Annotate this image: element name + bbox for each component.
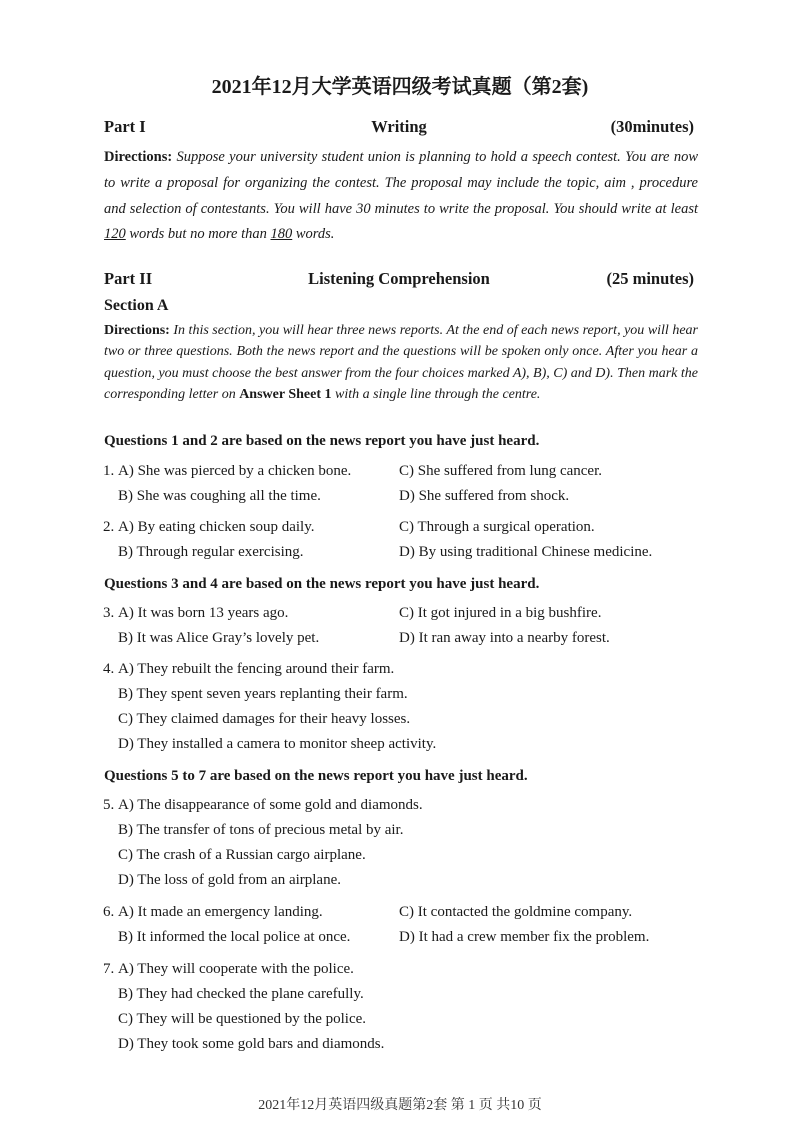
q7-option-b: B) They had checked the plane carefully. [118, 986, 364, 1002]
question-number-5: 5. [103, 797, 115, 813]
question-number-4: 4. [103, 661, 115, 677]
section-a-label: Section A [104, 297, 169, 314]
part1-directions-text-c: words. [292, 226, 335, 243]
part1-header [104, 117, 694, 139]
part2-header [104, 269, 694, 291]
question-number-2: 2. [103, 519, 115, 535]
part2-directions [104, 320, 698, 405]
q5-option-a: A) The disappearance of some gold and diamonds. [118, 797, 423, 813]
part2-label: Part II [104, 269, 153, 288]
group-heading-2: Questions 3 and 4 are based on the news report you have just heard. [104, 576, 540, 592]
q4-option-b: B) They spent seven years replanting their farm. [118, 686, 408, 702]
part2-directions-text-a: In this section, you will hear three news reports. At the end of each news report, you will hear two or three questions. Both the news report and the questions will be spoken only once. After you hear a question, you must choose the best answer from the four choices marked A), B), C) and D). Then mark the corresponding letter on [104, 323, 699, 402]
part1-directions [104, 145, 698, 248]
part2-directions-text-b: with a single line through the centre. [331, 386, 541, 402]
min-words: 120 [104, 226, 126, 243]
q4-option-a: A) They rebuilt the fencing around their farm. [118, 661, 395, 677]
part1-label: Part I [104, 117, 146, 136]
q2-option-a: A) By eating chicken soup daily. [118, 519, 315, 535]
question-number-3: 3. [103, 605, 115, 621]
part1-name: Writing [371, 117, 427, 136]
q6-option-d: D) It had a crew member fix the problem. [399, 929, 650, 945]
q7-option-d: D) They took some gold bars and diamonds. [118, 1036, 385, 1052]
q2-option-c: C) Through a surgical operation. [399, 519, 595, 535]
max-words: 180 [270, 226, 293, 243]
part2-directions-label: Directions: [104, 323, 170, 338]
q7-option-c: C) They will be questioned by the police. [118, 1011, 367, 1027]
q4-option-d: D) They installed a camera to monitor sheep activity. [118, 736, 437, 752]
q3-option-c: C) It got injured in a big bushfire. [399, 605, 602, 621]
question-number-7: 7. [103, 961, 115, 977]
q1-option-d: D) She suffered from shock. [399, 488, 570, 504]
q3-option-d: D) It ran away into a nearby forest. [399, 630, 610, 646]
q4-option-c: C) They claimed damages for their heavy losses. [118, 711, 411, 727]
part1-time: (30minutes) [610, 117, 694, 136]
page-footer: 2021年12月英语四级真题第2套 第 1 页 共10 页 [258, 1098, 542, 1113]
q3-option-b: B) It was Alice Gray’s lovely pet. [118, 630, 320, 646]
q5-option-b: B) The transfer of tons of precious metal by air. [118, 822, 404, 838]
answer-sheet-label: Answer Sheet 1 [239, 386, 332, 402]
part2-name: Listening Comprehension [308, 269, 490, 288]
q6-option-c: C) It contacted the goldmine company. [399, 904, 633, 920]
q7-option-a: A) They will cooperate with the police. [118, 961, 354, 977]
q5-option-d: D) The loss of gold from an airplane. [118, 872, 342, 888]
part2-time: (25 minutes) [606, 269, 694, 288]
group-heading-1: Questions 1 and 2 are based on the news report you have just heard. [104, 433, 540, 449]
q6-option-b: B) It informed the local police at once. [118, 929, 351, 945]
q1-option-c: C) She suffered from lung cancer. [399, 463, 602, 479]
part1-directions-text-b: words but no more than [125, 226, 271, 243]
q1-option-b: B) She was coughing all the time. [118, 488, 321, 504]
q1-option-a: A) She was pierced by a chicken bone. [118, 463, 352, 479]
page-title: 2021年12月大学英语四级考试真题（第2套) [211, 76, 589, 98]
part1-directions-text-a: Suppose your university student union is planning to hold a speech contest. You are now to write a proposal for organizing the contest. The proposal may include the topic, aim , procedure and selection of contestants. You will have 30 minutes to write the proposal. You should write at least [104, 149, 698, 217]
q3-option-a: A) It was born 13 years ago. [118, 605, 289, 621]
group-heading-3: Questions 5 to 7 are based on the news report you have just heard. [104, 768, 528, 784]
q5-option-c: C) The crash of a Russian cargo airplane. [118, 847, 366, 863]
q6-option-a: A) It made an emergency landing. [118, 904, 323, 920]
part1-directions-label: Directions: [104, 149, 173, 165]
q2-option-d: D) By using traditional Chinese medicine. [399, 544, 653, 560]
q2-option-b: B) Through regular exercising. [118, 544, 304, 560]
question-number-6: 6. [103, 904, 115, 920]
question-number-1: 1. [103, 463, 115, 479]
